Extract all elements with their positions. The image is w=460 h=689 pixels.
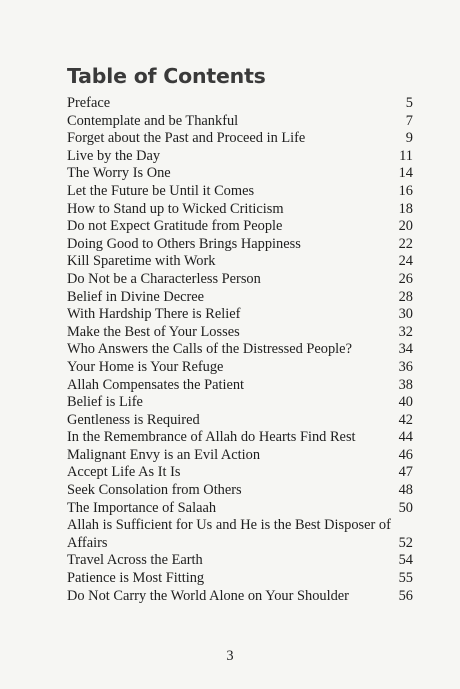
toc-entry[interactable] xyxy=(67,500,413,518)
toc-entry[interactable] xyxy=(67,113,413,131)
toc-entry-title: Let the Future be Until it Comes xyxy=(67,182,255,199)
toc-entry[interactable] xyxy=(67,429,413,447)
toc-entry-page: 56 xyxy=(398,587,413,604)
toc-entry-title: The Worry Is One xyxy=(67,165,171,182)
toc-entry-title: Belief in Divine Decree xyxy=(67,288,205,305)
toc-entry[interactable] xyxy=(67,359,413,377)
toc-entry-title: Contemplate and be Thankful xyxy=(67,112,239,129)
toc-entry-title: Kill Sparetime with Work xyxy=(67,253,216,270)
toc-entry-page: 22 xyxy=(398,235,413,252)
toc-entry-title: With Hardship There is Relief xyxy=(67,306,241,323)
toc-entry-page: 44 xyxy=(398,429,413,446)
toc-entry-page: 20 xyxy=(398,218,413,235)
toc-entry[interactable] xyxy=(67,218,413,236)
toc-entry-title: Allah Compensates the Patient xyxy=(67,376,245,393)
toc-entry-page: 28 xyxy=(398,288,413,305)
toc-list xyxy=(67,95,413,605)
toc-entry[interactable] xyxy=(67,464,413,482)
toc-entry[interactable] xyxy=(67,165,413,183)
toc-heading: Table of Contents xyxy=(67,64,266,88)
toc-entry-page: 46 xyxy=(398,446,413,463)
toc-entry-page: 26 xyxy=(398,270,413,287)
toc-entry-title: The Importance of Salaah xyxy=(67,499,217,516)
toc-entry-page: 9 xyxy=(405,130,413,147)
toc-entry-title: Do Not be a Characterless Person xyxy=(67,270,261,287)
toc-entry[interactable] xyxy=(67,289,413,307)
toc-entry[interactable] xyxy=(67,236,413,254)
toc-entry[interactable] xyxy=(67,183,413,201)
toc-entry-title: Who Answers the Calls of the Distressed People? xyxy=(67,341,352,358)
toc-entry-title: Seek Consolation from Others xyxy=(67,482,242,499)
toc-entry[interactable] xyxy=(67,324,413,342)
toc-entry-page: 40 xyxy=(398,394,413,411)
toc-entry-page: 48 xyxy=(398,482,413,499)
toc-entry-page: 14 xyxy=(398,165,413,182)
toc-entry-title: Accept Life As It Is xyxy=(67,464,181,481)
toc-entry[interactable] xyxy=(67,271,413,289)
toc-entry-title-continued: Affairs xyxy=(67,534,108,551)
toc-entry[interactable] xyxy=(67,394,413,412)
toc-entry-page: 47 xyxy=(398,464,413,481)
toc-entry[interactable] xyxy=(67,412,413,430)
toc-entry-page: 11 xyxy=(399,147,413,164)
toc-entry[interactable] xyxy=(67,570,413,588)
toc-entry[interactable] xyxy=(67,482,413,500)
toc-entry-title: Allah is Sufficient for Us and He is the Best Disposer of xyxy=(67,517,391,534)
toc-entry-title: Doing Good to Others Brings Happiness xyxy=(67,235,301,252)
toc-entry-title: Travel Across the Earth xyxy=(67,552,203,569)
toc-entry[interactable] xyxy=(67,148,413,166)
toc-entry-title: Do not Expect Gratitude from People xyxy=(67,218,283,235)
toc-entry-page: 42 xyxy=(398,411,413,428)
toc-entry[interactable] xyxy=(67,517,413,552)
toc-entry-title: Live by the Day xyxy=(67,147,161,164)
toc-entry-title: Belief is Life xyxy=(67,394,143,411)
toc-entry-page: 24 xyxy=(398,253,413,270)
toc-entry-page: 7 xyxy=(405,112,413,129)
toc-entry-page: 30 xyxy=(398,306,413,323)
toc-entry-page: 52 xyxy=(398,534,413,551)
toc-entry-page: 18 xyxy=(398,200,413,217)
toc-entry-page: 54 xyxy=(398,552,413,569)
toc-entry-second-line xyxy=(67,535,413,553)
toc-entry[interactable] xyxy=(67,447,413,465)
toc-entry-page: 34 xyxy=(398,341,413,358)
toc-entry-title: Make the Best of Your Losses xyxy=(67,323,240,340)
toc-entry[interactable] xyxy=(67,95,413,113)
toc-entry-title: How to Stand up to Wicked Criticism xyxy=(67,200,284,217)
toc-entry[interactable] xyxy=(67,201,413,219)
page-number: 3 xyxy=(226,648,234,664)
toc-entry-page: 38 xyxy=(398,376,413,393)
toc-entry[interactable] xyxy=(67,130,413,148)
toc-entry-title: Do Not Carry the World Alone on Your Shoulder xyxy=(67,587,349,604)
toc-entry-title: Gentleness is Required xyxy=(67,411,200,428)
toc-entry[interactable] xyxy=(67,377,413,395)
toc-entry[interactable] xyxy=(67,253,413,271)
toc-entry-title: Forget about the Past and Proceed in Life xyxy=(67,130,306,147)
toc-entry[interactable] xyxy=(67,588,413,606)
toc-entry-title: In the Remembrance of Allah do Hearts Find Rest xyxy=(67,429,356,446)
toc-entry-page: 32 xyxy=(398,323,413,340)
toc-entry-title: Patience is Most Fitting xyxy=(67,570,205,587)
toc-entry[interactable] xyxy=(67,306,413,324)
toc-entry[interactable] xyxy=(67,341,413,359)
toc-entry-title: Malignant Envy is an Evil Action xyxy=(67,446,261,463)
toc-entry-title: Preface xyxy=(67,95,111,111)
toc-entry-page: 36 xyxy=(398,358,413,375)
toc-entry-page: 50 xyxy=(398,499,413,516)
toc-entry-page: 5 xyxy=(405,95,413,111)
toc-entry-page: 55 xyxy=(398,570,413,587)
toc-entry-page: 16 xyxy=(398,182,413,199)
toc-entry-title: Your Home is Your Refuge xyxy=(67,358,224,375)
toc-entry[interactable] xyxy=(67,552,413,570)
